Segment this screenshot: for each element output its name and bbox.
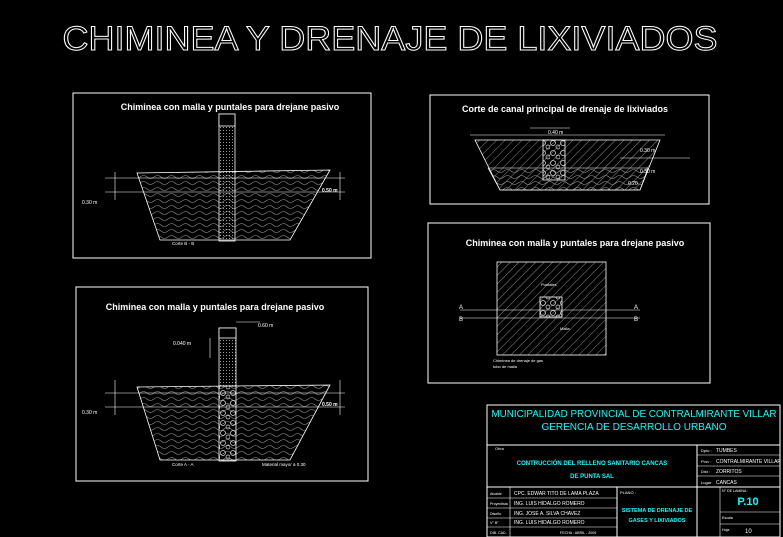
fecha: FECHA : ABRIL - 2009 [560, 531, 597, 535]
dim-r2: 0.30 m [640, 169, 656, 175]
title-block [487, 405, 781, 537]
label-puntales: Puntales [541, 282, 557, 287]
plano-line-2: GASES Y LIXIVIADOS [628, 518, 686, 524]
dpto-value: TUMBES [716, 448, 737, 454]
dim-r1: 0.30 m [640, 148, 656, 154]
dist-value: ZORRITOS [716, 469, 742, 475]
dim-right: 0.50 m [322, 188, 338, 194]
lugar-value: CANCAS [716, 480, 737, 486]
lamina-label: N° DE LAMINA : [722, 489, 749, 493]
label-malla: Malla [560, 326, 570, 331]
panel-title: Chiminea con malla y puntales para drejane pasivo [465, 238, 685, 248]
dim-left: 0.30 m [82, 410, 98, 416]
dib-cad: DIB. CAD. [490, 531, 507, 535]
row-1-value: ING. LUIS HIDALGO ROMERO [514, 501, 585, 507]
sec-b-left: B [459, 317, 464, 323]
row-3-label: V° B° [490, 521, 499, 525]
project-line-2: DE PUNTA SAL [570, 474, 614, 480]
panel-chimney-plan [428, 223, 710, 383]
panel-main-channel [430, 95, 709, 204]
panel-title: Corte de canal principal de drenaje de lixiviados [461, 104, 669, 114]
org-line-2: GERENCIA DE DESARROLLO URBANO [541, 422, 727, 433]
dim-r3: 0.20 [628, 181, 638, 187]
sec-a-right: A [634, 305, 639, 311]
obra-label: Obra [495, 446, 504, 451]
dist-label: Dist : [701, 469, 711, 474]
row-2-value: ING. JOSE A. SILVA CHAVEZ [514, 511, 581, 517]
row-0-label: Alcalde [490, 492, 502, 496]
dim-right: 0.50 m [322, 402, 338, 408]
note-1: Chiminea de drenaje de gas [493, 358, 544, 363]
prov-label: Prov : [701, 459, 712, 464]
row-3-value: ING. LUIS HIDALGO ROMERO [514, 520, 585, 526]
note: Material mayor a 0.30 [262, 462, 306, 467]
cut-label: Corte A - A [172, 462, 194, 467]
plano-label: PLANO : [620, 490, 636, 495]
hoja-label: Hoja [722, 528, 730, 532]
main-title: CHIMINEA Y DRENAJE DE LIXIVIADOS [62, 20, 718, 58]
dim-left: 0.30 m [82, 200, 98, 206]
cut-label: Corte B - B [172, 241, 195, 246]
sec-b-right: B [634, 317, 639, 323]
row-0-value: CPC. EDWAR TITO DE LAMA PLAZA [514, 491, 599, 497]
panel-chimney-section-bb [73, 93, 371, 258]
org-line-1: MUNICIPALIDAD PROVINCIAL DE CONTRALMIRANTE VILLAR [491, 409, 777, 420]
hoja-value: 10 [745, 529, 752, 535]
row-2-label: Diseño [490, 512, 502, 516]
sec-a-left: A [459, 305, 464, 311]
lamina-value: P.10 [737, 496, 759, 508]
dim-top: 0.60 m [258, 323, 274, 329]
panel-chimney-section-aa [76, 287, 368, 481]
dpto-label: Dpto : [701, 448, 712, 453]
note-2: tubo de malla [493, 364, 518, 369]
lugar-label: Lugar [701, 480, 712, 485]
escala-label: Escala [722, 516, 733, 520]
prov-value: CONTRALMIRANTE VILLAR [716, 459, 782, 465]
project-line-1: CONTRUCCIÓN DEL RELLENO SANITARIO CANCAS [516, 461, 668, 467]
dim-mid: 0.040 m [173, 341, 192, 347]
row-1-label: Proyectista [490, 502, 508, 506]
panel-title: Chiminea con malla y puntales para drejane pasivo [105, 302, 325, 312]
plano-line-1: SISTEMA DE DRENAJE DE [621, 508, 693, 514]
panel-title: Chiminea con malla y puntales para drejane pasivo [120, 102, 340, 112]
dim-top: 0.40 m [548, 130, 564, 136]
